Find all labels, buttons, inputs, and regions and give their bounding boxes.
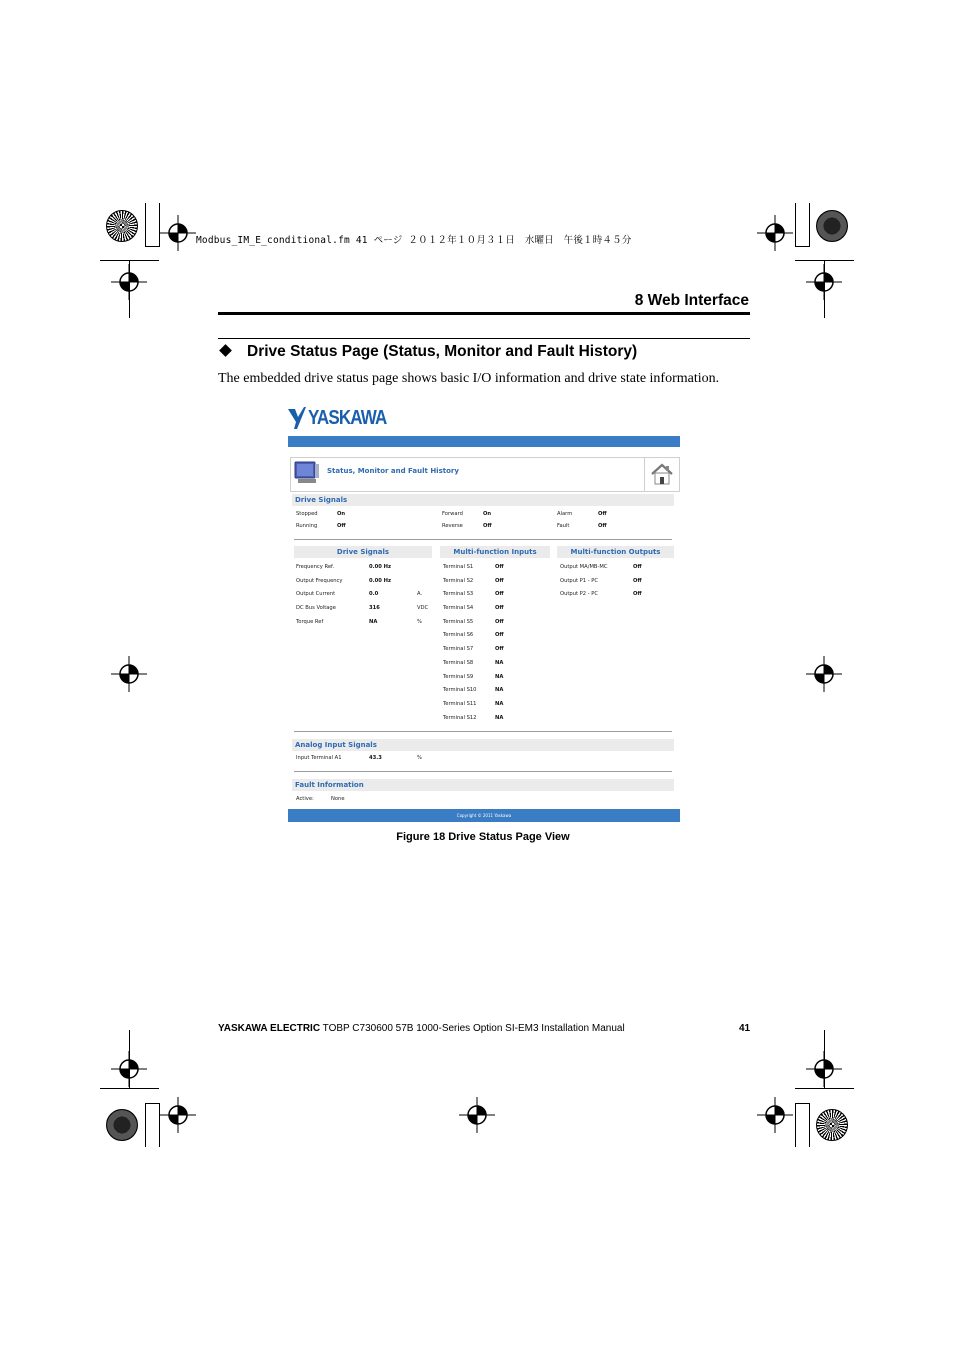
output-label: Output MA/MB-MC	[560, 564, 608, 570]
signal-value: On	[337, 511, 346, 517]
registration-rosette-icon	[106, 1109, 138, 1141]
page-number: 41	[739, 1023, 751, 1034]
drive-signals-band: Drive Signals	[292, 494, 674, 506]
heading: Drive Status Page (Status, Monitor and Fault History)	[247, 343, 638, 360]
home-icon[interactable]	[650, 462, 674, 486]
signal-value: Off	[483, 523, 492, 529]
top-bar	[288, 436, 680, 447]
input-value: NA	[495, 660, 504, 666]
yaskawa-logo-icon	[288, 407, 306, 429]
input-label: Terminal S3	[443, 591, 474, 597]
input-value: NA	[495, 674, 504, 680]
yaskawa-logo: YASKAWA	[288, 404, 400, 432]
footer-text: TOBP C730600 57B 1000-Series Option SI-EM3 Installation Manual	[320, 1023, 625, 1034]
output-value: Off	[633, 578, 642, 584]
fault-band: Fault Information	[292, 779, 674, 791]
analog-value: 43.3	[369, 755, 382, 761]
input-value: Off	[495, 632, 504, 638]
input-value: NA	[495, 701, 504, 707]
input-label: Terminal S12	[443, 715, 477, 721]
file-info: Modbus_IM_E_conditional.fm 41 ページ ２０１２年１０月３１日 水曜日 午後１時４５分	[196, 235, 632, 246]
registration-rosette-icon	[816, 1109, 848, 1141]
registration-mark-icon	[160, 1097, 196, 1133]
divider	[294, 731, 672, 732]
input-value: Off	[495, 564, 504, 570]
signal-value: Off	[598, 511, 607, 517]
registration-mark-icon	[111, 656, 147, 692]
signal-value: Off	[337, 523, 346, 529]
monitor-value: 0.00 Hz	[369, 578, 391, 584]
analog-unit: %	[417, 755, 422, 761]
input-value: Off	[495, 605, 504, 611]
divider	[294, 539, 672, 540]
registration-mark-icon	[160, 215, 196, 251]
signal-value: Off	[598, 523, 607, 529]
monitor-label: Torque Ref	[296, 619, 324, 625]
input-label: Terminal S4	[443, 605, 474, 611]
registration-mark-icon	[111, 1051, 147, 1087]
input-value: NA	[495, 687, 504, 693]
analog-band: Analog Input Signals	[292, 739, 674, 751]
signal-label: Forward	[442, 511, 463, 517]
signal-label: Alarm	[557, 511, 573, 517]
signal-label: Running	[296, 523, 318, 529]
section-title: 8 Web Interface	[634, 292, 749, 309]
output-value: Off	[633, 564, 642, 570]
input-value: Off	[495, 578, 504, 584]
input-label: Terminal S7	[443, 646, 474, 652]
copyright-bar: Copyright © 2011 Yaskawa	[288, 809, 680, 822]
monitor-label: Frequency Ref.	[296, 564, 335, 570]
input-label: Terminal S1	[443, 564, 474, 570]
registration-rosette-icon	[106, 210, 138, 242]
diamond-bullet-icon	[219, 344, 232, 357]
input-value: Off	[495, 646, 504, 652]
registration-mark-icon	[806, 656, 842, 692]
monitor-icon	[294, 461, 320, 485]
signal-label: Reverse	[442, 523, 463, 529]
fault-value: None	[331, 796, 345, 802]
drive-status-screenshot	[288, 400, 680, 822]
monitor-unit: %	[417, 619, 422, 625]
output-value: Off	[633, 591, 642, 597]
monitor-unit: VDC	[417, 605, 429, 611]
analog-label: Input Terminal A1	[296, 755, 342, 761]
figure-caption: Figure 18 Drive Status Page View	[396, 831, 570, 843]
outputs-band: Multi-function Outputs	[557, 546, 674, 558]
monitor-value: 316	[369, 605, 380, 611]
input-value: Off	[495, 619, 504, 625]
output-label: Output P2 - PC	[560, 591, 599, 597]
registration-mark-icon	[806, 1051, 842, 1087]
monitor-band: Drive Signals	[294, 546, 432, 558]
signal-label: Fault	[557, 523, 570, 529]
output-label: Output P1 - PC	[560, 578, 599, 584]
input-label: Terminal S6	[443, 632, 474, 638]
monitor-label: Output Current	[296, 591, 336, 597]
monitor-unit: A.	[417, 591, 423, 597]
title-panel	[290, 457, 680, 492]
heading-rule	[218, 338, 750, 339]
monitor-label: DC Bus Voltage	[296, 605, 336, 611]
input-label: Terminal S9	[443, 674, 474, 680]
header-rule	[218, 312, 750, 315]
registration-mark-icon	[757, 215, 793, 251]
input-label: Terminal S5	[443, 619, 474, 625]
registration-mark-icon	[806, 264, 842, 300]
footer-brand: YASKAWA ELECTRIC	[218, 1023, 321, 1034]
intro-paragraph: The embedded drive status page shows basic I/O information and drive state information.	[218, 371, 720, 386]
input-label: Terminal S2	[443, 578, 474, 584]
page-footer	[218, 1023, 625, 1034]
fault-label: Active:	[296, 796, 314, 802]
monitor-value: 0.00 Hz	[369, 564, 391, 570]
monitor-value: NA	[369, 619, 378, 625]
page-title: Status, Monitor and Fault History	[327, 467, 459, 475]
registration-rosette-icon	[816, 210, 848, 242]
input-label: Terminal S8	[443, 660, 474, 666]
monitor-value: 0.0	[369, 591, 379, 597]
input-value: Off	[495, 591, 504, 597]
input-value: NA	[495, 715, 504, 721]
monitor-label: Output Frequency	[296, 578, 343, 584]
input-label: Terminal S10	[443, 687, 477, 693]
registration-mark-icon	[111, 264, 147, 300]
signal-value: On	[483, 511, 492, 517]
input-label: Terminal S11	[443, 701, 477, 707]
inputs-band: Multi-function Inputs	[440, 546, 550, 558]
registration-mark-icon	[459, 1097, 495, 1133]
signal-label: Stopped	[296, 511, 318, 517]
registration-mark-icon	[757, 1097, 793, 1133]
divider	[294, 771, 672, 772]
